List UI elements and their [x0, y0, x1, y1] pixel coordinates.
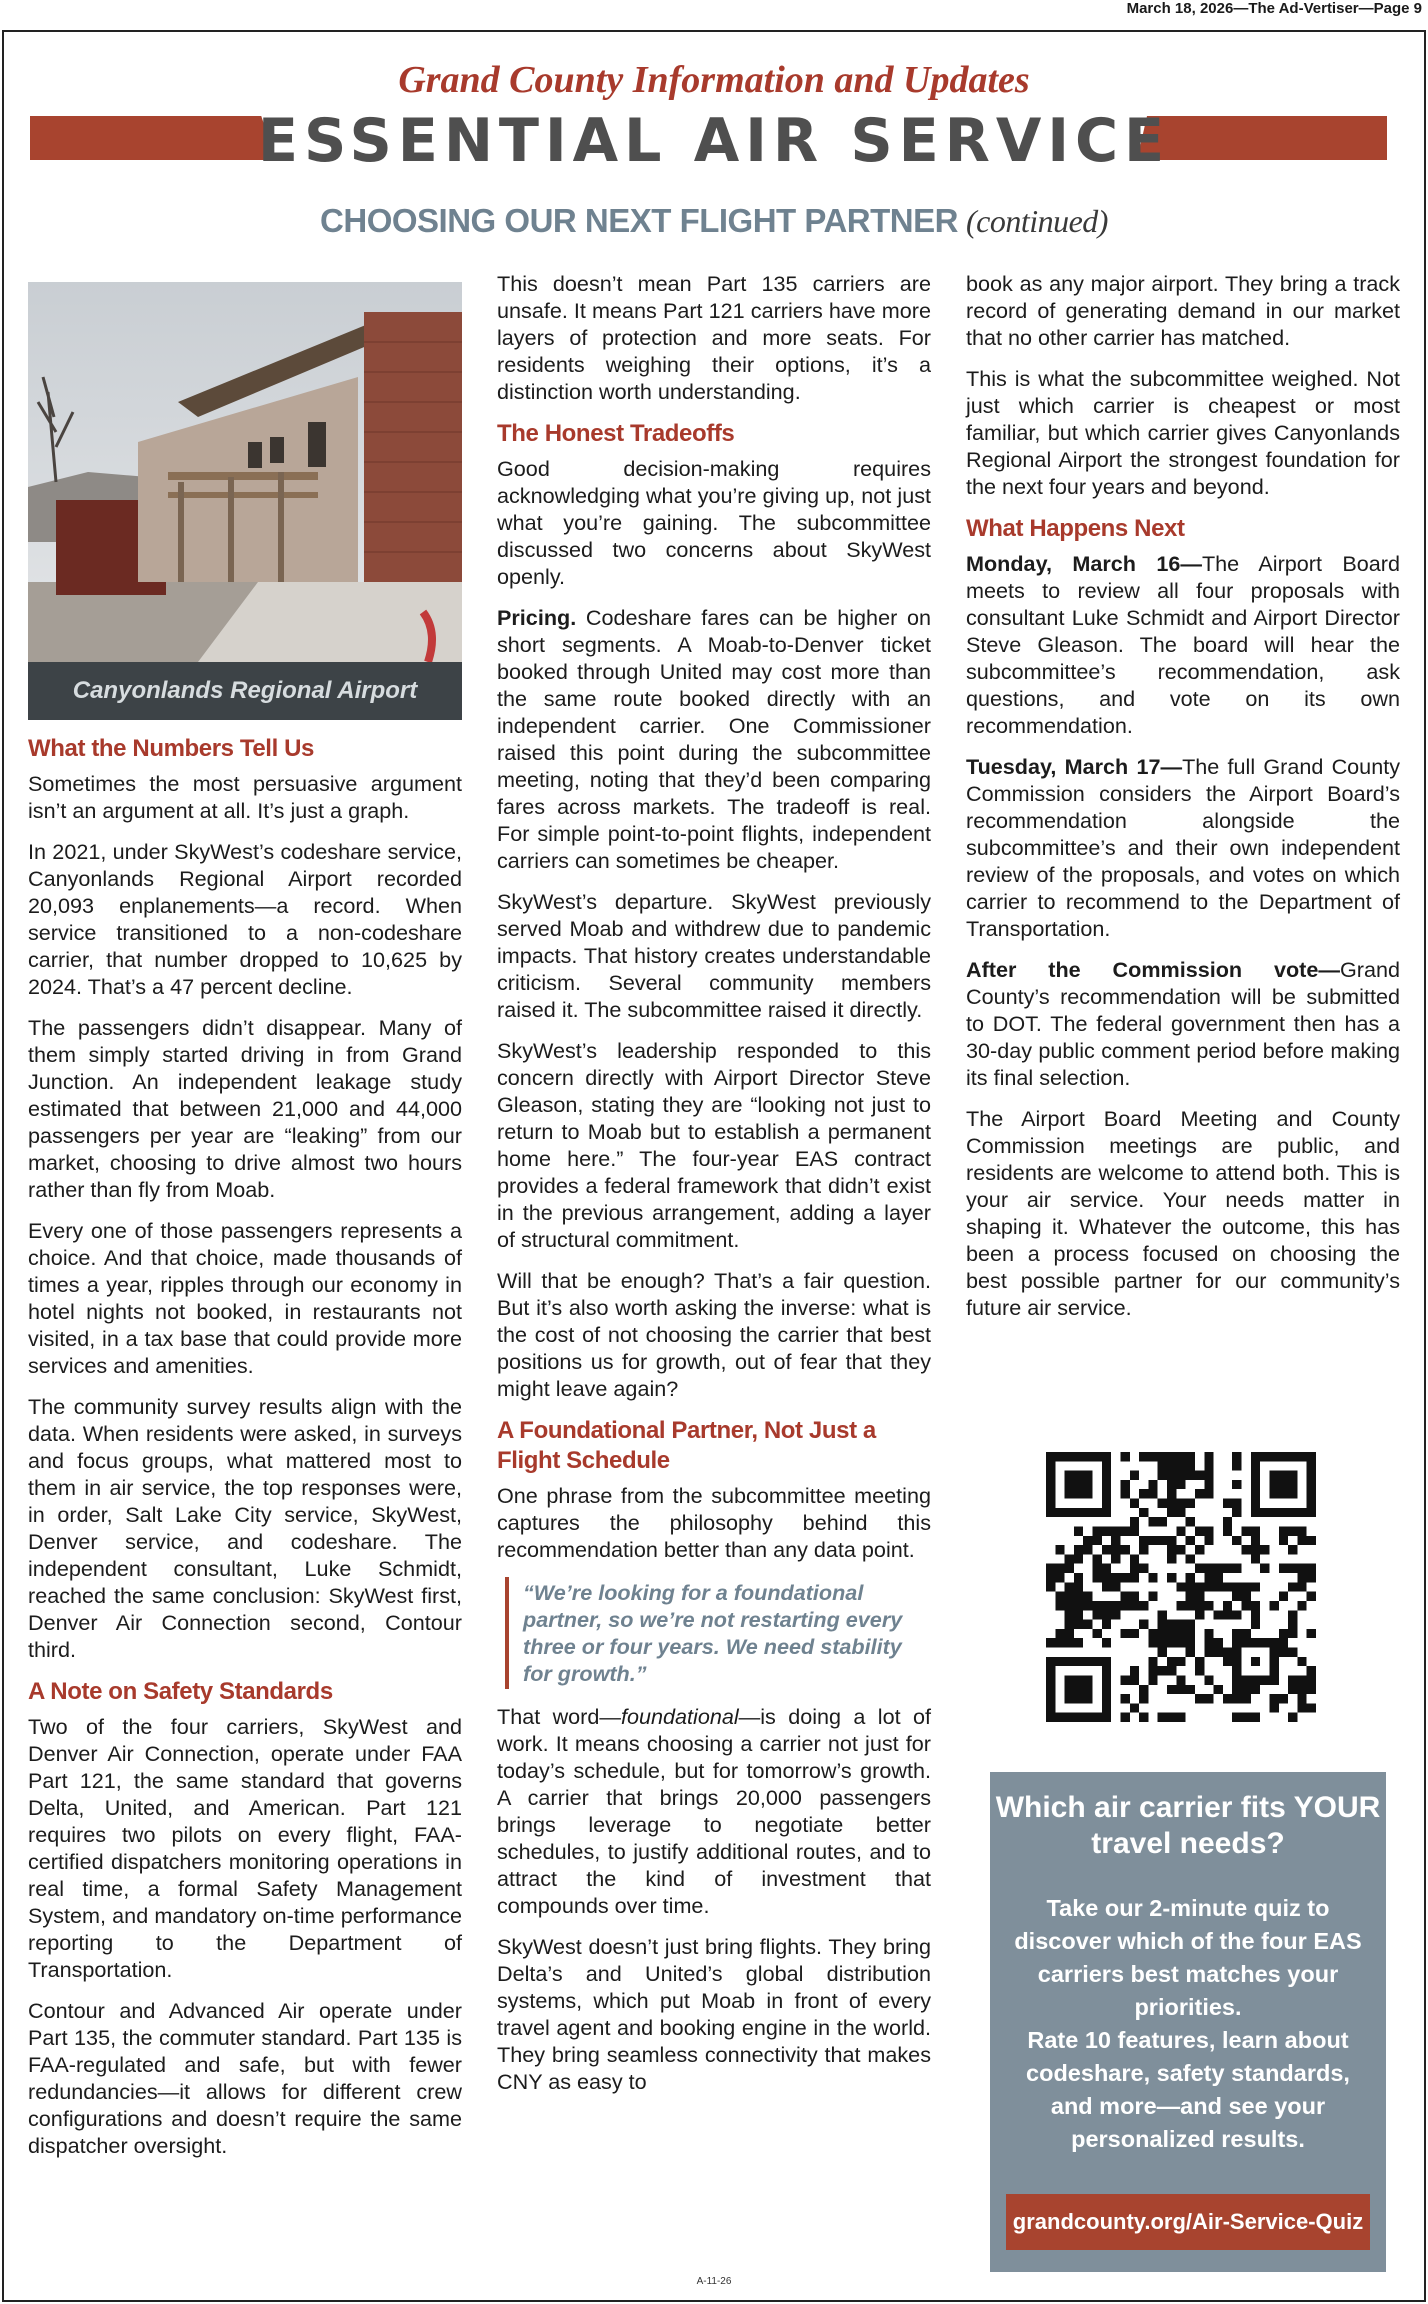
- paragraph: Good decision-making requires acknowledging what you’re giving up, not just what you’re gaining. The subcommittee discussed two concerns about SkyWest openly.: [497, 456, 931, 589]
- column-3: [966, 270, 1400, 1335]
- quiz-promo-box: [990, 1772, 1386, 2272]
- heading-numbers: What the Numbers Tell Us: [28, 735, 314, 762]
- tuesday-paragraph: [966, 753, 1400, 942]
- monday-paragraph: [966, 550, 1400, 739]
- emphasis: foundational: [620, 1704, 739, 1729]
- tuesday-text: The full Grand County Commission considers the Airport Board’s recommendation alongside the subcommittee’s and their own independent review of the proposals, and votes on which carrier to recommend to the Department of Transportation.: [966, 754, 1400, 941]
- column-1: [28, 282, 462, 2173]
- paragraph: SkyWest’s leadership responded to this concern directly with Airport Director Steve Gleason, stating they are “looking not just to return to Moab but to establish a permanent home here.” The four-year EAS contract provides a federal framework that didn’t exist in the previous arrangement, adding a layer of structural commitment.: [497, 1038, 931, 1252]
- tuesday-lead: Tuesday, March 17—: [966, 754, 1183, 779]
- photo-caption: Canyonlands Regional Airport: [28, 662, 462, 720]
- pricing-text: Codeshare fares can be higher on short segments. A Moab-to-Denver ticket booked through United may cost more than the same route booked directly with an independent carrier. One Commissioner raised this point during the subcommittee meeting, noting that they’d been comparing fares across markets. The tradeoff is real. For simple point-to-point flights, independent carriers can sometimes be cheaper.: [497, 605, 931, 873]
- quiz-title: Which air carrier fits YOUR travel needs?: [995, 1791, 1381, 1860]
- monday-text: The Airport Board meets to review all four proposals with consultant Luke Schmidt and Airport Director Steve Gleason. The board will hear the subcommittee’s recommendation, ask questions, and vote on its own recommendation.: [966, 551, 1400, 738]
- paragraph: book as any major airport. They bring a track record of generating demand in our market that no other carrier has matched.: [966, 271, 1400, 350]
- paragraph: This doesn’t mean Part 135 carriers are unsafe. It means Part 121 carriers have more layers of protection and more seats. For residents weighing their options, it’s a distinction worth understanding.: [497, 271, 931, 404]
- paragraph: Every one of those passengers represents a choice. And that choice, made thousands of times a year, ripples through our economy in hotel nights not booked, in restaurants not visited, in a tax base that could provide more services and amenities.: [28, 1218, 462, 1378]
- folio: A-11-26: [696, 2276, 732, 2287]
- text-run: That word—: [497, 1704, 621, 1729]
- paragraph: Will that be enough? That’s a fair question. But it’s also worth asking the inverse: what is the cost of not choosing the carrier that best positions us for growth, out of fear that they might leave again?: [497, 1268, 931, 1401]
- continued-label: (continued): [965, 203, 1108, 239]
- quiz-body-line: Rate 10 features, learn about codeshare, safety standards, and more—and see your personalized results.: [1026, 2027, 1350, 2152]
- paragraph: Sometimes the most persuasive argument isn’t an argument at all. It’s just a graph.: [28, 771, 462, 823]
- page-title: ESSENTIAL AIR SERVICE: [257, 106, 1171, 176]
- quiz-link[interactable]: grandcounty.org/Air-Service-Quiz: [1006, 2194, 1370, 2250]
- airport-photo: [28, 282, 462, 662]
- paragraph: The community survey results align with the data. When residents were asked, in surveys and focus groups, what mattered most to them in air service, the top responses were, in order, Salt Lake City service, SkyWest, Denver service, and codeshare. The independent consultant, Luke Schmidt, reached the same conclusion: SkyWest first, Denver Air Connection second, Contour third.: [28, 1394, 462, 1662]
- heading-partner: A Foundational Partner, Not Just a Flight Schedule: [497, 1417, 876, 1474]
- heading-tradeoffs: The Honest Tradeoffs: [497, 420, 735, 447]
- paragraph: In 2021, under SkyWest’s codeshare service, Canyonlands Regional Airport recorded 20,093 enplanements—a record. When service transitioned to a non-codeshare carrier, that number dropped to 10,625 by 2024. That’s a 47 percent decline.: [28, 839, 462, 999]
- paragraph: SkyWest doesn’t just bring flights. They bring Delta’s and United’s global distribution systems, which put Moab in front of every travel agent and booking engine in the world. They bring seamless connectivity that makes CNY as easy to: [497, 1934, 931, 2094]
- qr-code[interactable]: [1046, 1452, 1316, 1722]
- pricing-paragraph: [497, 604, 931, 874]
- after-paragraph: [966, 956, 1400, 1091]
- paragraph: Contour and Advanced Air operate under Part 135, the commuter standard. Part 135 is FAA-regulated and safe, but with fewer redundancies—it allows for different crew configurations and doesn’t require the same dispatcher oversight.: [28, 1998, 462, 2158]
- quiz-body: [990, 1892, 1386, 2156]
- pull-quote: [505, 1577, 931, 1689]
- after-text: Grand County’s recommendation will be submitted to DOT. The federal government then has a 30-day public comment period before making its final selection.: [966, 957, 1400, 1090]
- running-header: March 18, 2026—The Ad-Vertiser—Page 9: [1126, 0, 1422, 17]
- paragraph: The passengers didn’t disappear. Many of them simply started driving in from Grand Junction. An independent leakage study estimated that between 21,000 and 44,000 passengers per year are “leaking” from our market, choosing to drive almost two hours rather than fly from Moab.: [28, 1015, 462, 1202]
- column-2: [497, 270, 931, 2109]
- heading-safety: A Note on Safety Standards: [28, 1678, 333, 1705]
- paragraph: One phrase from the subcommittee meeting captures the philosophy behind this recommendation better than any data point.: [497, 1483, 931, 1562]
- airport-building-image: [28, 282, 462, 662]
- foundational-paragraph: [497, 1703, 931, 1919]
- heading-next: What Happens Next: [966, 515, 1185, 542]
- pull-quote-text: “We’re looking for a foundational partner, so we’re not restarting every three or four years. We need stability for growth.”: [523, 1580, 903, 1686]
- subheadline-text: CHOOSING OUR NEXT FLIGHT PARTNER: [320, 202, 958, 239]
- paragraph: SkyWest’s departure. SkyWest previously served Moab and withdrew due to pandemic impacts. That history creates understandable criticism. Several community members raised it. The subcommittee raised it directly.: [497, 889, 931, 1022]
- paragraph: Two of the four carriers, SkyWest and Denver Air Connection, operate under FAA Part 121, the same standard that governs Delta, United, and American. Part 121 requires two pilots on every flight, FAA-certified dispatchers monitoring operations in real time, a formal Safety Management System, and mandatory on-time performance reporting to the Department of Transportation.: [28, 1714, 462, 1982]
- qr-code-image: [1046, 1452, 1316, 1722]
- subheadline: [0, 202, 1428, 240]
- pricing-lead: Pricing.: [497, 605, 577, 630]
- monday-lead: Monday, March 16—: [966, 551, 1202, 576]
- paragraph: The Airport Board Meeting and County Commission meetings are public, and residents are welcome to attend both. This is your air service. Your needs matter in shaping it. Whatever the outcome, this has been a process focused on choosing the best possible partner for our community’s future air service.: [966, 1106, 1400, 1320]
- quiz-body-line: Take our 2-minute quiz to discover which of the four EAS carriers best matches your priorities.: [1014, 1895, 1362, 2020]
- paragraph: This is what the subcommittee weighed. Not just which carrier is cheapest or most familiar, but which carrier gives Canyonlands Regional Airport the strongest foundation for the next four years and beyond.: [966, 366, 1400, 499]
- text-run: —is doing a lot of work. It means choosing a carrier not just for today’s schedule, but for tomorrow’s growth. A carrier that brings 20,000 passengers brings leverage to negotiate better schedules, to justify additional routes, and to attract the kind of investment that compounds over time.: [497, 1704, 931, 1918]
- section-kicker: Grand County Information and Updates: [398, 59, 1030, 101]
- after-lead: After the Commission vote—: [966, 957, 1340, 982]
